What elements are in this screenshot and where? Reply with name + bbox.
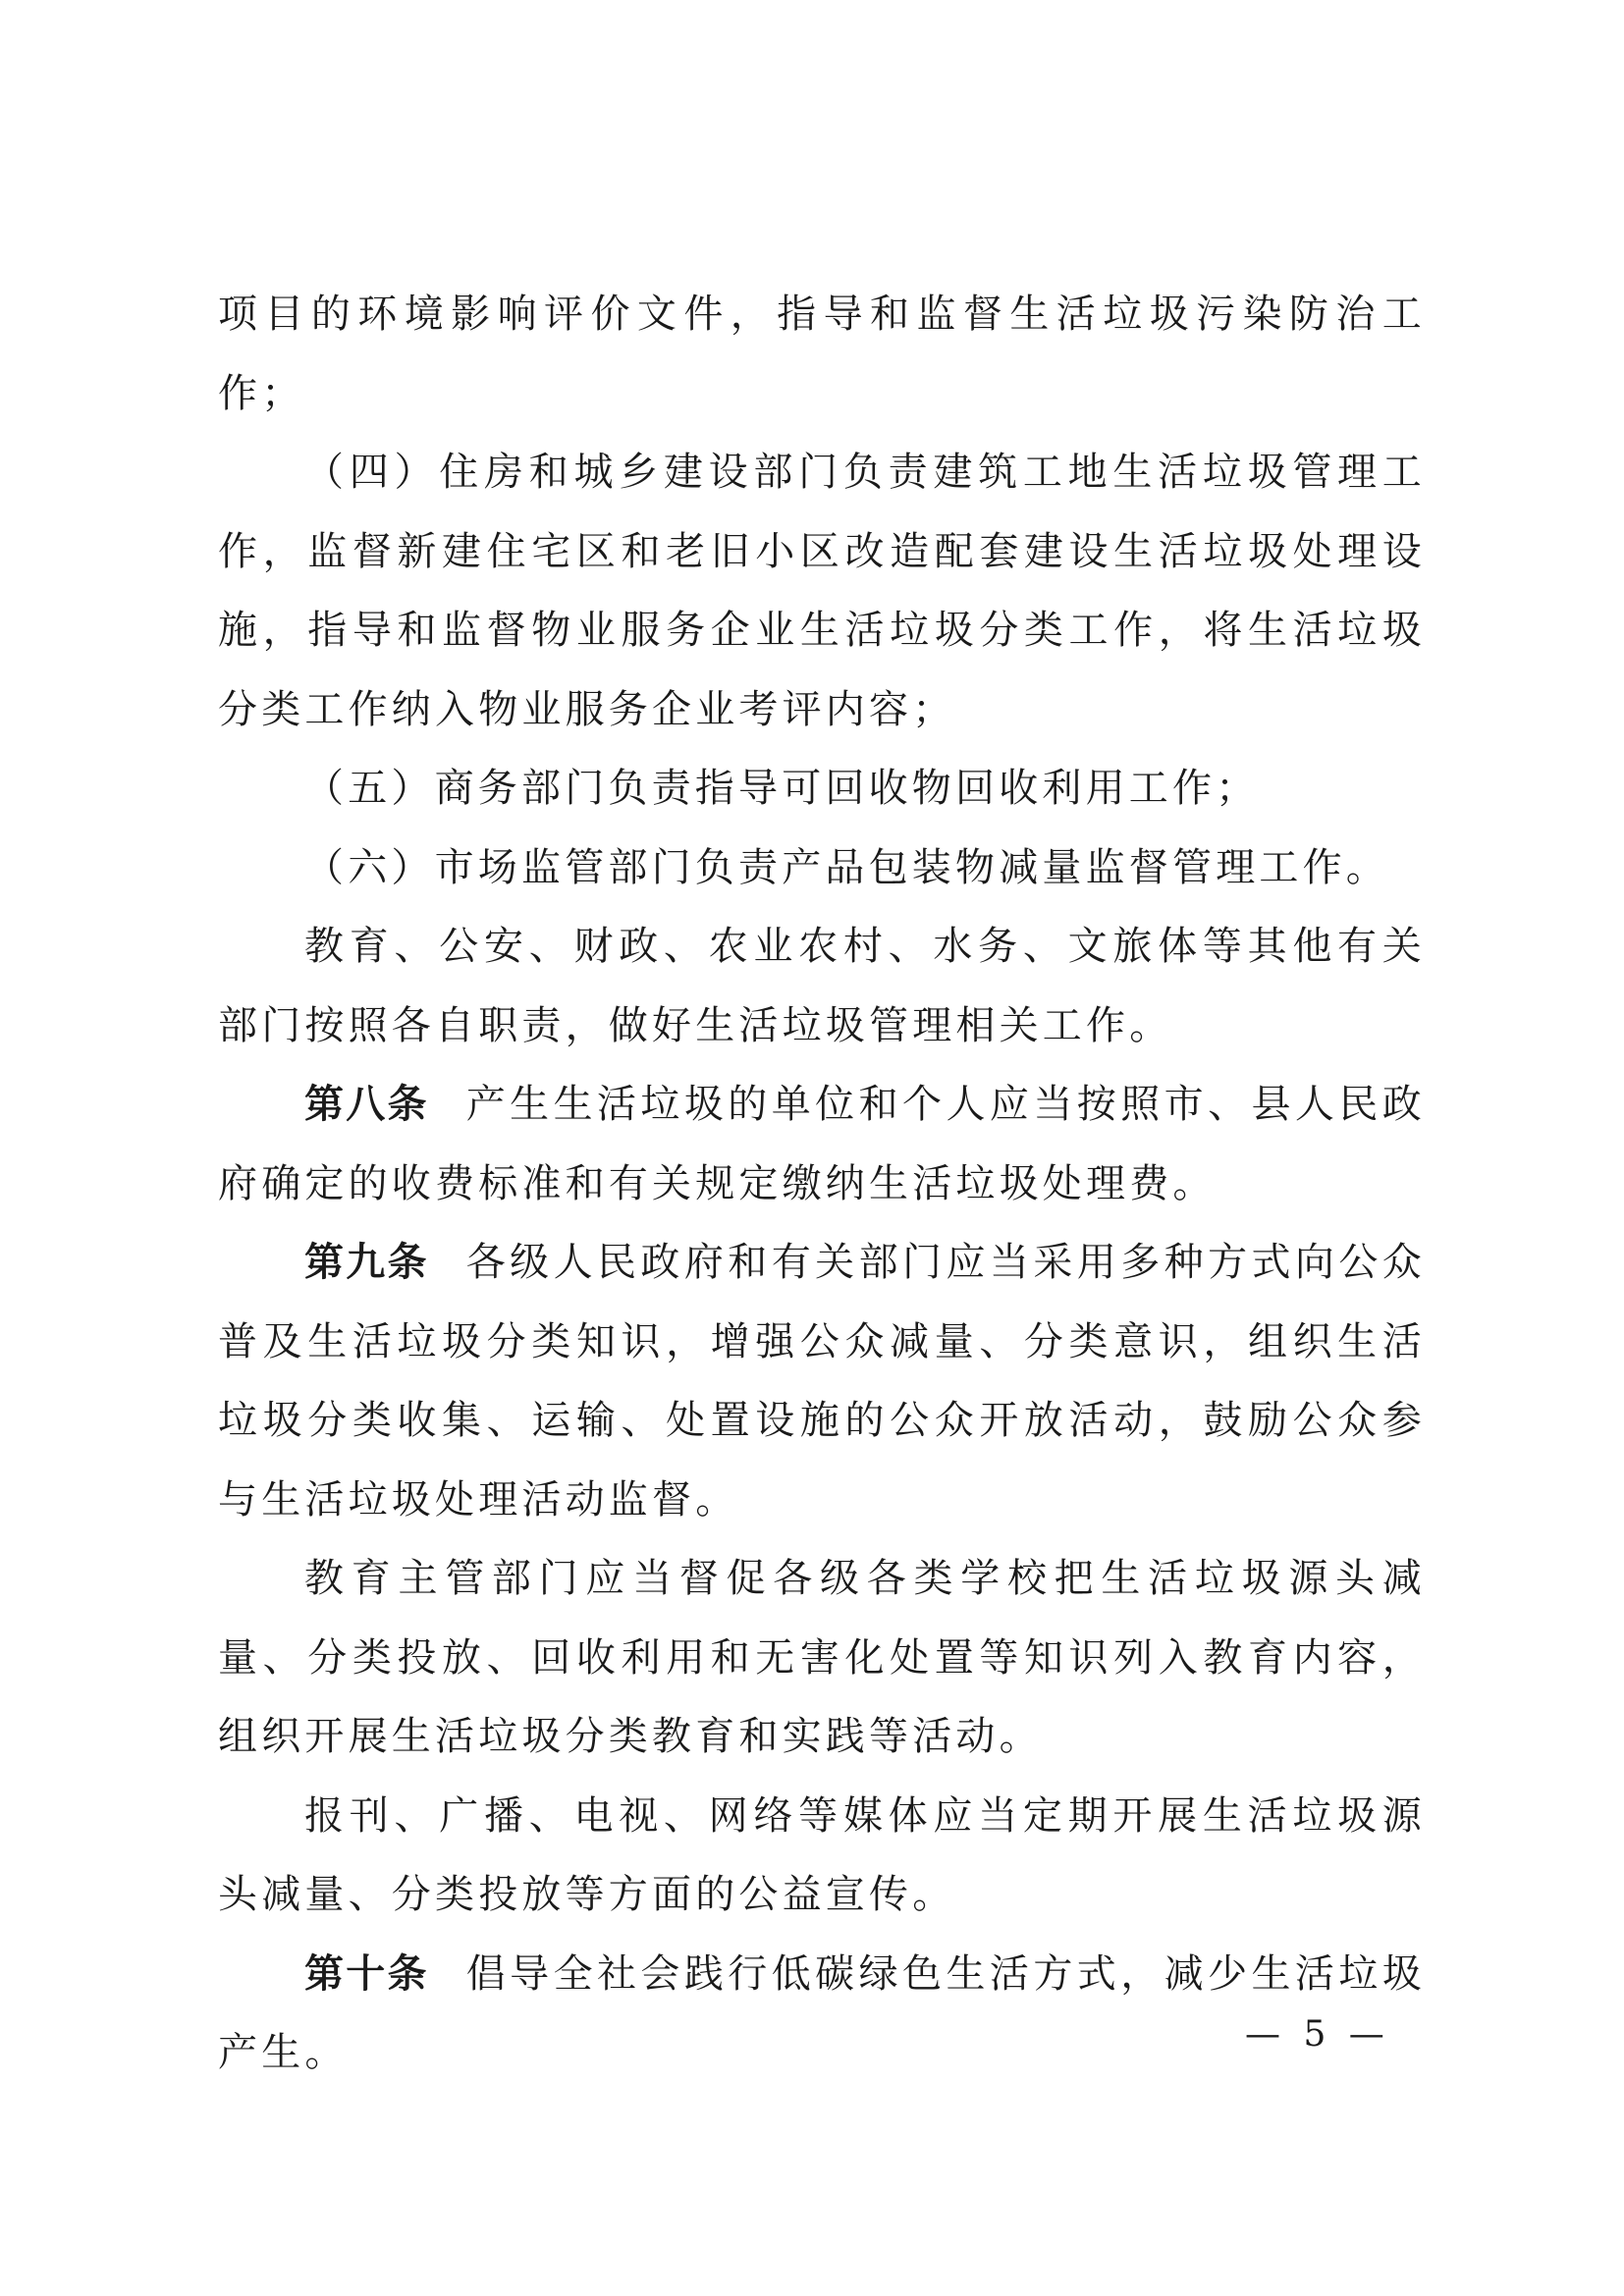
article-paragraph — [218, 1935, 1426, 2093]
article-label: 第十条 — [304, 1950, 429, 1997]
article-paragraph — [218, 1065, 1426, 1223]
paragraph — [218, 1539, 1426, 1777]
paragraph — [218, 433, 1426, 749]
article-paragraph — [218, 1223, 1426, 1539]
paragraph — [218, 749, 1426, 828]
body-text — [218, 275, 1426, 2093]
paragraph-text: （五）商务部门负责指导可回收物回收利用工作； — [304, 766, 1260, 811]
paragraph — [218, 828, 1426, 908]
paragraph-text: 教育、公安、财政、农业农村、水务、文旅体等其他有关部门按照各自职责，做好生活垃圾管理相关工作。 — [218, 924, 1426, 1048]
page-number: — 5 — — [1245, 2014, 1390, 2055]
paragraph — [218, 275, 1426, 433]
article-label: 第九条 — [304, 1240, 429, 1285]
paragraph-text: 项目的环境影响评价文件，指导和监督生活垃圾污染防治工作； — [218, 292, 1426, 416]
paragraph-text: 报刊、广播、电视、网络等媒体应当定期开展生活垃圾源头减量、分类投放等方面的公益宣传。 — [218, 1792, 1426, 1917]
paragraph-text: （四）住房和城乡建设部门负责建筑工地生活垃圾管理工作，监督新建住宅区和老旧小区改造配套建设生活垃圾处理设施，指导和监督物业服务企业生活垃圾分类工作，将生活垃圾分类工作纳入物业服务企业考评内容； — [218, 450, 1426, 732]
paragraph-text: 教育主管部门应当督促各级各类学校把生活垃圾源头减量、分类投放、回收利用和无害化处置等知识列入教育内容，组织开展生活垃圾分类教育和实践等活动。 — [218, 1556, 1426, 1759]
paragraph-text: 倡导全社会践行低碳绿色生活方式，减少生活垃圾产生。 — [218, 1950, 1426, 2075]
paragraph — [218, 907, 1426, 1065]
article-label: 第八条 — [304, 1082, 429, 1127]
paragraph — [218, 1777, 1426, 1935]
paragraph-text: 各级人民政府和有关部门应当采用多种方式向公众普及生活垃圾分类知识，增强公众减量、分类意识，组织生活垃圾分类收集、运输、处置设施的公众开放活动，鼓励公众参与生活垃圾处理活动监督。 — [218, 1240, 1426, 1522]
paragraph-text: 产生生活垃圾的单位和个人应当按照市、县人民政府确定的收费标准和有关规定缴纳生活垃圾处理费。 — [218, 1082, 1426, 1206]
paragraph-text: （六）市场监管部门负责产品包装物减量监督管理工作。 — [304, 844, 1389, 890]
